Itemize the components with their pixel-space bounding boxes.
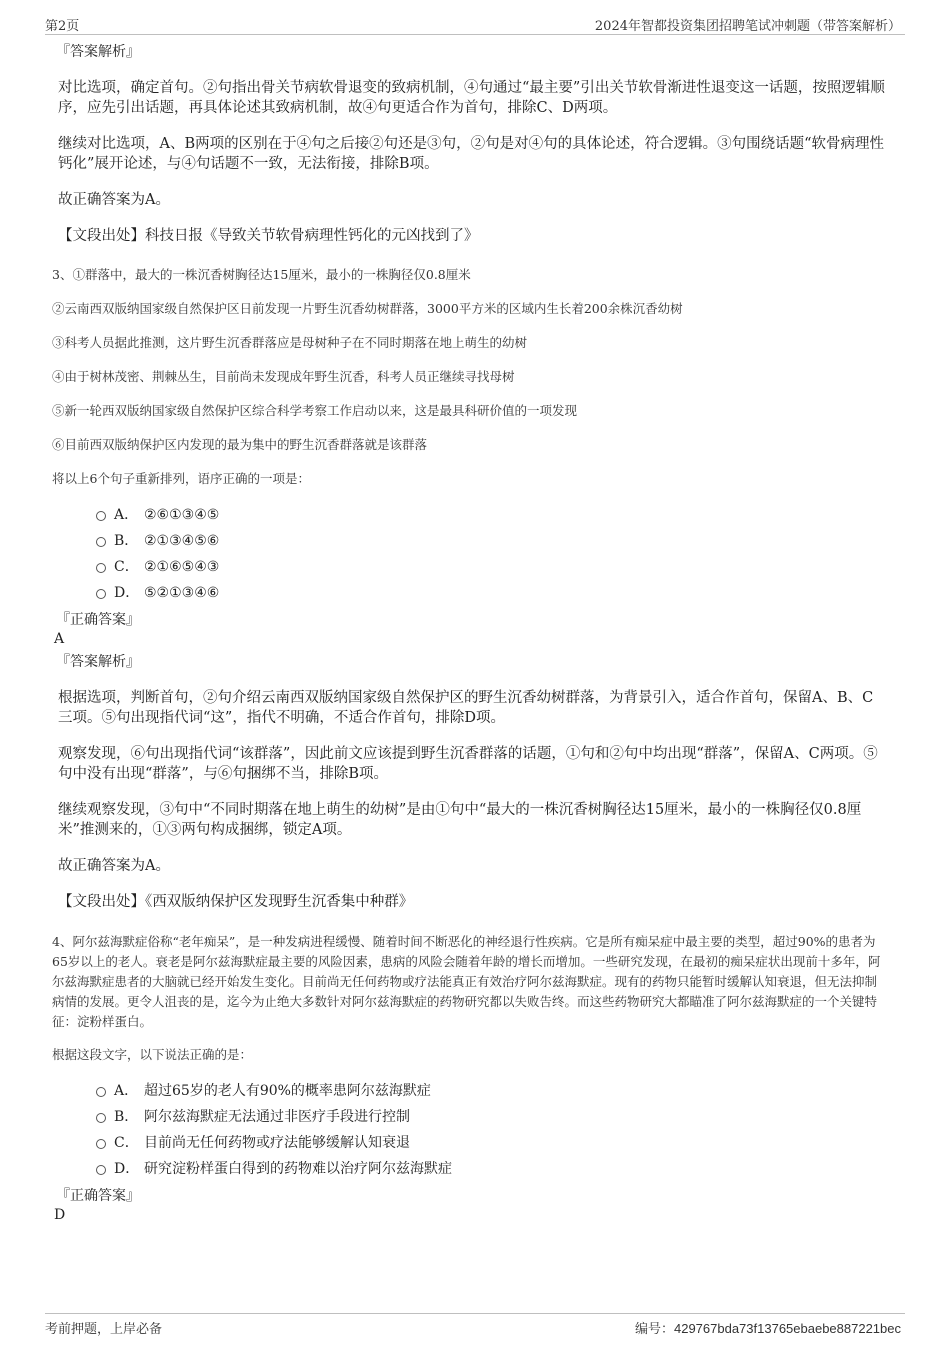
correct-answer: D (54, 1207, 66, 1223)
document-title: 2024年智都投资集团招聘笔试冲刺题（带答案解析） (594, 19, 901, 34)
option-letter: C． (114, 1135, 139, 1151)
question-sentence: ②云南西双版纳国家级自然保护区日前发现一片野生沉香幼树群落，3000平方米的区域内生长着200余株沉香幼树 (52, 301, 683, 316)
answer-label: 『正确答案』 (56, 612, 140, 628)
answer-options (96, 506, 886, 602)
option-b[interactable] (96, 1108, 886, 1126)
radio-icon[interactable] (96, 511, 106, 521)
question-passage: 4、阿尔兹海默症俗称“老年痴呆”，是一种发病进程缓慢、随着时间不断恶化的神经退行性疾病。它是所有痴呆症中最主要的类型，超过90%的患者为65岁以上的老人。衰老是阿尔兹海默症最主要的风险因素，患病的风险会随着年龄的增长而增加。一些研究发现，在最初的痴呆症状出现前十多年，阿尔兹海默症患者的大脑就已经开始发生变化。目前尚无任何药物或疗法能真正有效治疗阿尔兹海默症。现有的药物只能暂时缓解认知衰退，但无法抑制病情的发展。更令人沮丧的是，迄今为止绝大多数针对阿尔兹海默症的药物研究都以失败告终。而这些药物研究大都瞄准了阿尔兹海默症的一个关键特征：淀粉样蛋白。 (52, 934, 881, 1029)
source-citation: 【文段出处】科技日报《导致关节软骨病理性钙化的元凶找到了》 (58, 228, 479, 244)
radio-icon[interactable] (96, 537, 106, 547)
option-letter: C． (114, 559, 139, 575)
option-c[interactable] (96, 1134, 886, 1152)
page-header (45, 12, 905, 35)
question-sentence: ③科考人员据此推测，这片野生沉香群落应是母树种子在不同时期落在地上萌生的幼树 (52, 335, 528, 350)
radio-icon[interactable] (96, 589, 106, 599)
option-text: 阿尔兹海默症无法通过非医疗手段进行控制 (144, 1109, 410, 1125)
option-letter: D． (114, 1161, 140, 1177)
option-letter: D． (114, 585, 140, 601)
document-id: 编号：429767bda73f13765ebaebe887221bec (634, 1321, 901, 1336)
correct-answer: A (54, 631, 65, 647)
option-text: 超过65岁的老人有90%的概率患阿尔兹海默症 (144, 1083, 431, 1099)
question-prompt: 根据这段文字，以下说法正确的是： (52, 1047, 253, 1062)
analysis-paragraph: 对比选项，确定首句。②句指出骨关节病软骨退变的致病机制，④句通过“最主要”引出关节软骨渐进性退变这一话题，按照逻辑顺序，应先引出话题，再具体论述其致病机制，故④句更适合作为首句，排除C、D两项。 (58, 80, 885, 116)
option-a[interactable] (96, 1082, 886, 1100)
option-a[interactable] (96, 506, 886, 524)
option-text: ②①⑥⑤④③ (144, 559, 220, 575)
radio-icon[interactable] (96, 1087, 106, 1097)
analysis-paragraph: 观察发现，⑥句出现指代词“该群落”，因此前文应该提到野生沉香群落的话题，①句和②句中均出现“群落”，保留A、C两项。⑤句中没有出现“群落”，与⑥句捆绑不当，排除B项。 (58, 746, 878, 782)
option-letter: B． (114, 533, 139, 549)
analysis-paragraph: 根据选项，判断首句，②句介绍云南西双版纳国家级自然保护区的野生沉香幼树群落，为背景引入，适合作首句，保留A、B、C三项。⑤句出现指代词“这”，指代不明确，不适合作首句，排除D项。 (58, 690, 874, 726)
option-text: 目前尚无任何药物或疗法能够缓解认知衰退 (144, 1135, 410, 1151)
answer-options (96, 1082, 886, 1178)
option-letter: A． (114, 507, 139, 523)
radio-icon[interactable] (96, 1113, 106, 1123)
analysis-paragraph: 继续观察发现，③句中“不同时期落在地上萌生的幼树”是由①句中“最大的一株沉香树胸径达15厘米，最小的一株胸径仅0.8厘米”推测来的，①③两句构成捆绑，锁定A项。 (58, 802, 862, 838)
option-text: 研究淀粉样蛋白得到的药物难以治疗阿尔兹海默症 (144, 1161, 452, 1177)
page-number: 第2页 (45, 19, 80, 34)
option-d[interactable] (96, 584, 886, 602)
radio-icon[interactable] (96, 1139, 106, 1149)
option-b[interactable] (96, 532, 886, 550)
option-d[interactable] (96, 1160, 886, 1178)
question-sentence: ⑥目前西双版纳保护区内发现的最为集中的野生沉香群落就是该群落 (52, 437, 428, 452)
analysis-label: 『答案解析』 (56, 654, 140, 670)
footer-slogan: 考前押题，上岸必备 (45, 1322, 163, 1337)
radio-icon[interactable] (96, 1165, 106, 1175)
question-prompt: 将以上6个句子重新排列，语序正确的一项是： (52, 471, 310, 486)
question-sentence: 3、①群落中，最大的一株沉香树胸径达15厘米，最小的一株胸径仅0.8厘米 (52, 267, 471, 282)
option-letter: B． (114, 1109, 139, 1125)
option-text: ②①③④⑤⑥ (144, 533, 220, 549)
document-body (52, 42, 886, 1228)
answer-label: 『正确答案』 (56, 1188, 140, 1204)
analysis-paragraph: 故正确答案为A。 (58, 192, 170, 208)
option-text: ⑤②①③④⑥ (144, 585, 220, 601)
analysis-paragraph: 故正确答案为A。 (58, 858, 170, 874)
option-text: ②⑥①③④⑤ (144, 507, 220, 523)
radio-icon[interactable] (96, 563, 106, 573)
analysis-label: 『答案解析』 (56, 44, 140, 60)
analysis-paragraph: 继续对比选项，A、B两项的区别在于④句之后接②句还是③句，②句是对④句的具体论述，符合逻辑。③句围绕话题“软骨病理性钙化”展开论述，与④句话题不一致，无法衔接，排除B项。 (58, 136, 885, 172)
source-citation: 【文段出处】《西双版纳保护区发现野生沉香集中种群》 (58, 894, 414, 910)
page-footer (45, 1313, 905, 1338)
question-sentence: ⑤新一轮西双版纳国家级自然保护区综合科学考察工作启动以来，这是最具科研价值的一项发现 (52, 403, 578, 418)
option-letter: A． (114, 1083, 139, 1099)
option-c[interactable] (96, 558, 886, 576)
question-sentence: ④由于树林茂密、荆棘丛生，目前尚未发现成年野生沉香，科考人员正继续寻找母树 (52, 369, 515, 384)
